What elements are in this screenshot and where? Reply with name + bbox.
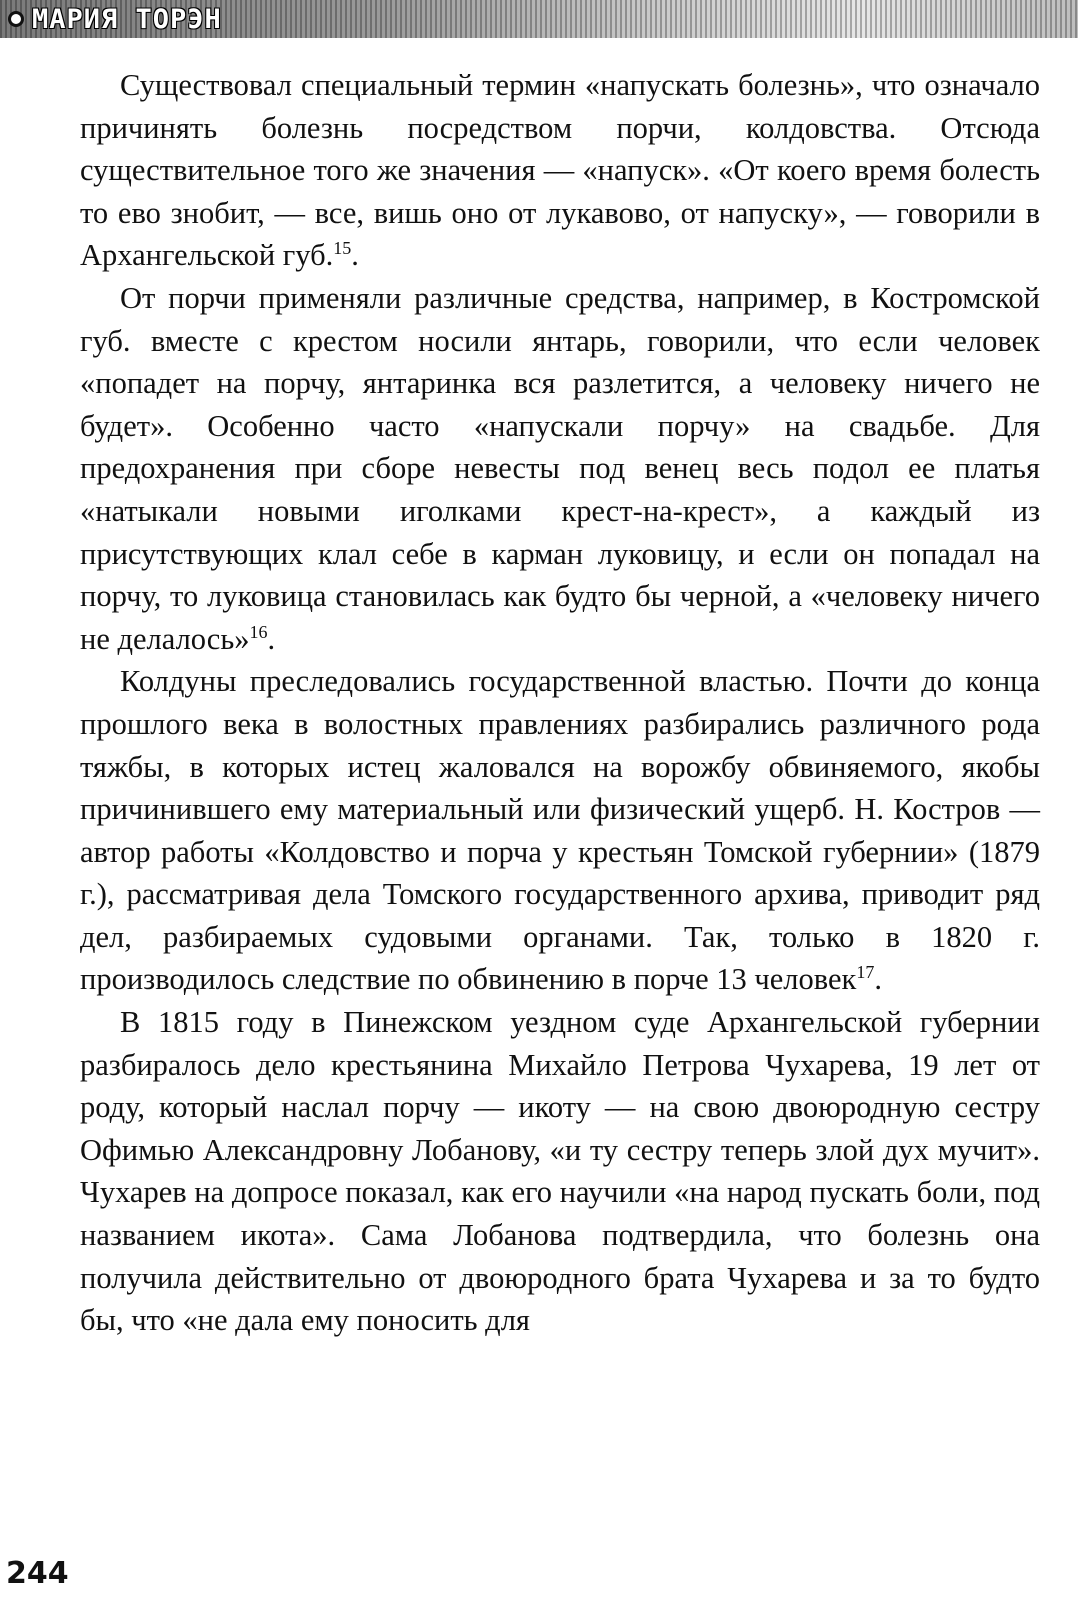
footnote-ref-16: 16 [249, 621, 268, 642]
paragraph-text: Существовал специальный термин «напускать болезнь», что означало причинять болезнь посредством порчи, колдовства. Отсюда существительное того же значения — «напуск». «От коего время болесть то ево знобит, — все, вишь оно от лукавово, от напуску», — говорили в Архангельской губ. [80, 68, 1040, 273]
footnote-ref-15: 15 [333, 238, 352, 259]
footnote-ref-17: 17 [856, 962, 875, 983]
running-head-band [0, 0, 1078, 38]
page-number: 244 [6, 1556, 69, 1591]
paragraph-3 [80, 660, 1040, 1001]
paragraph-1 [80, 64, 1040, 277]
paragraph-4 [80, 1001, 1040, 1342]
paragraph-end: . [874, 962, 882, 997]
running-title: МАРИЯ ТОРЭН [32, 3, 222, 35]
running-head [8, 2, 222, 36]
paragraph-text: Колдуны преследовались государственной властью. Почти до конца прошлого века в волостных правлениях разбирались различного рода тяжбы, в которых истец жаловался на ворожбу обвиняемого, якобы причинившего ему материальный или физический ущерб. Н. Костров — автор работы «Колдовство и порча у крестьян Томской губернии» (1879 г.), рассматривая дела Томского государственного архива, приводит ряд дел, разбираемых судовыми органами. Так, только в 1820 г. производилось следствие по обвинению в порче 13 человек [80, 664, 1040, 997]
paragraph-end: . [351, 238, 359, 273]
paragraph-end: . [267, 621, 276, 656]
circle-bullet-icon [8, 11, 24, 27]
paragraph-text: От порчи применяли различные средства, например, в Костромской губ. вместе с крестом носили янтарь, говорили, что если человек «попадет на порчу, янтаринка вся разлетится, а человеку ничего не будет». Особенно часто «напускали порчу» на свадьбе. Для предохранения при сборе невесты под венец весь подол ее платья «натыкали новыми иголками крест-на-крест», а каждый из присутствующих клал себе в карман луковицу, и если он попадал на порчу, то луковица становилась как будто бы черной, а «человеку ничего не делалось» [80, 280, 1040, 656]
paragraph-text: В 1815 году в Пинежском уездном суде Архангельской губернии разбиралось дело крестьянина Михайло Петрова Чухарева, 19 лет от роду, который наслал порчу — икоту — на свою двоюродную сестру Офимью Александровну Лобанову, «и ту сестру теперь злой дух мучит». Чухарев на допросе показал, как его научили «на народ пускать боли, под названием икота». Сама Лобанова подтвердила, что болезнь она получила действительно от двоюродного брата Чухарева и за то будто бы, что «не дала ему поносить для [80, 1005, 1040, 1338]
paragraph-2 [80, 277, 1040, 660]
body-text [80, 64, 1040, 1342]
